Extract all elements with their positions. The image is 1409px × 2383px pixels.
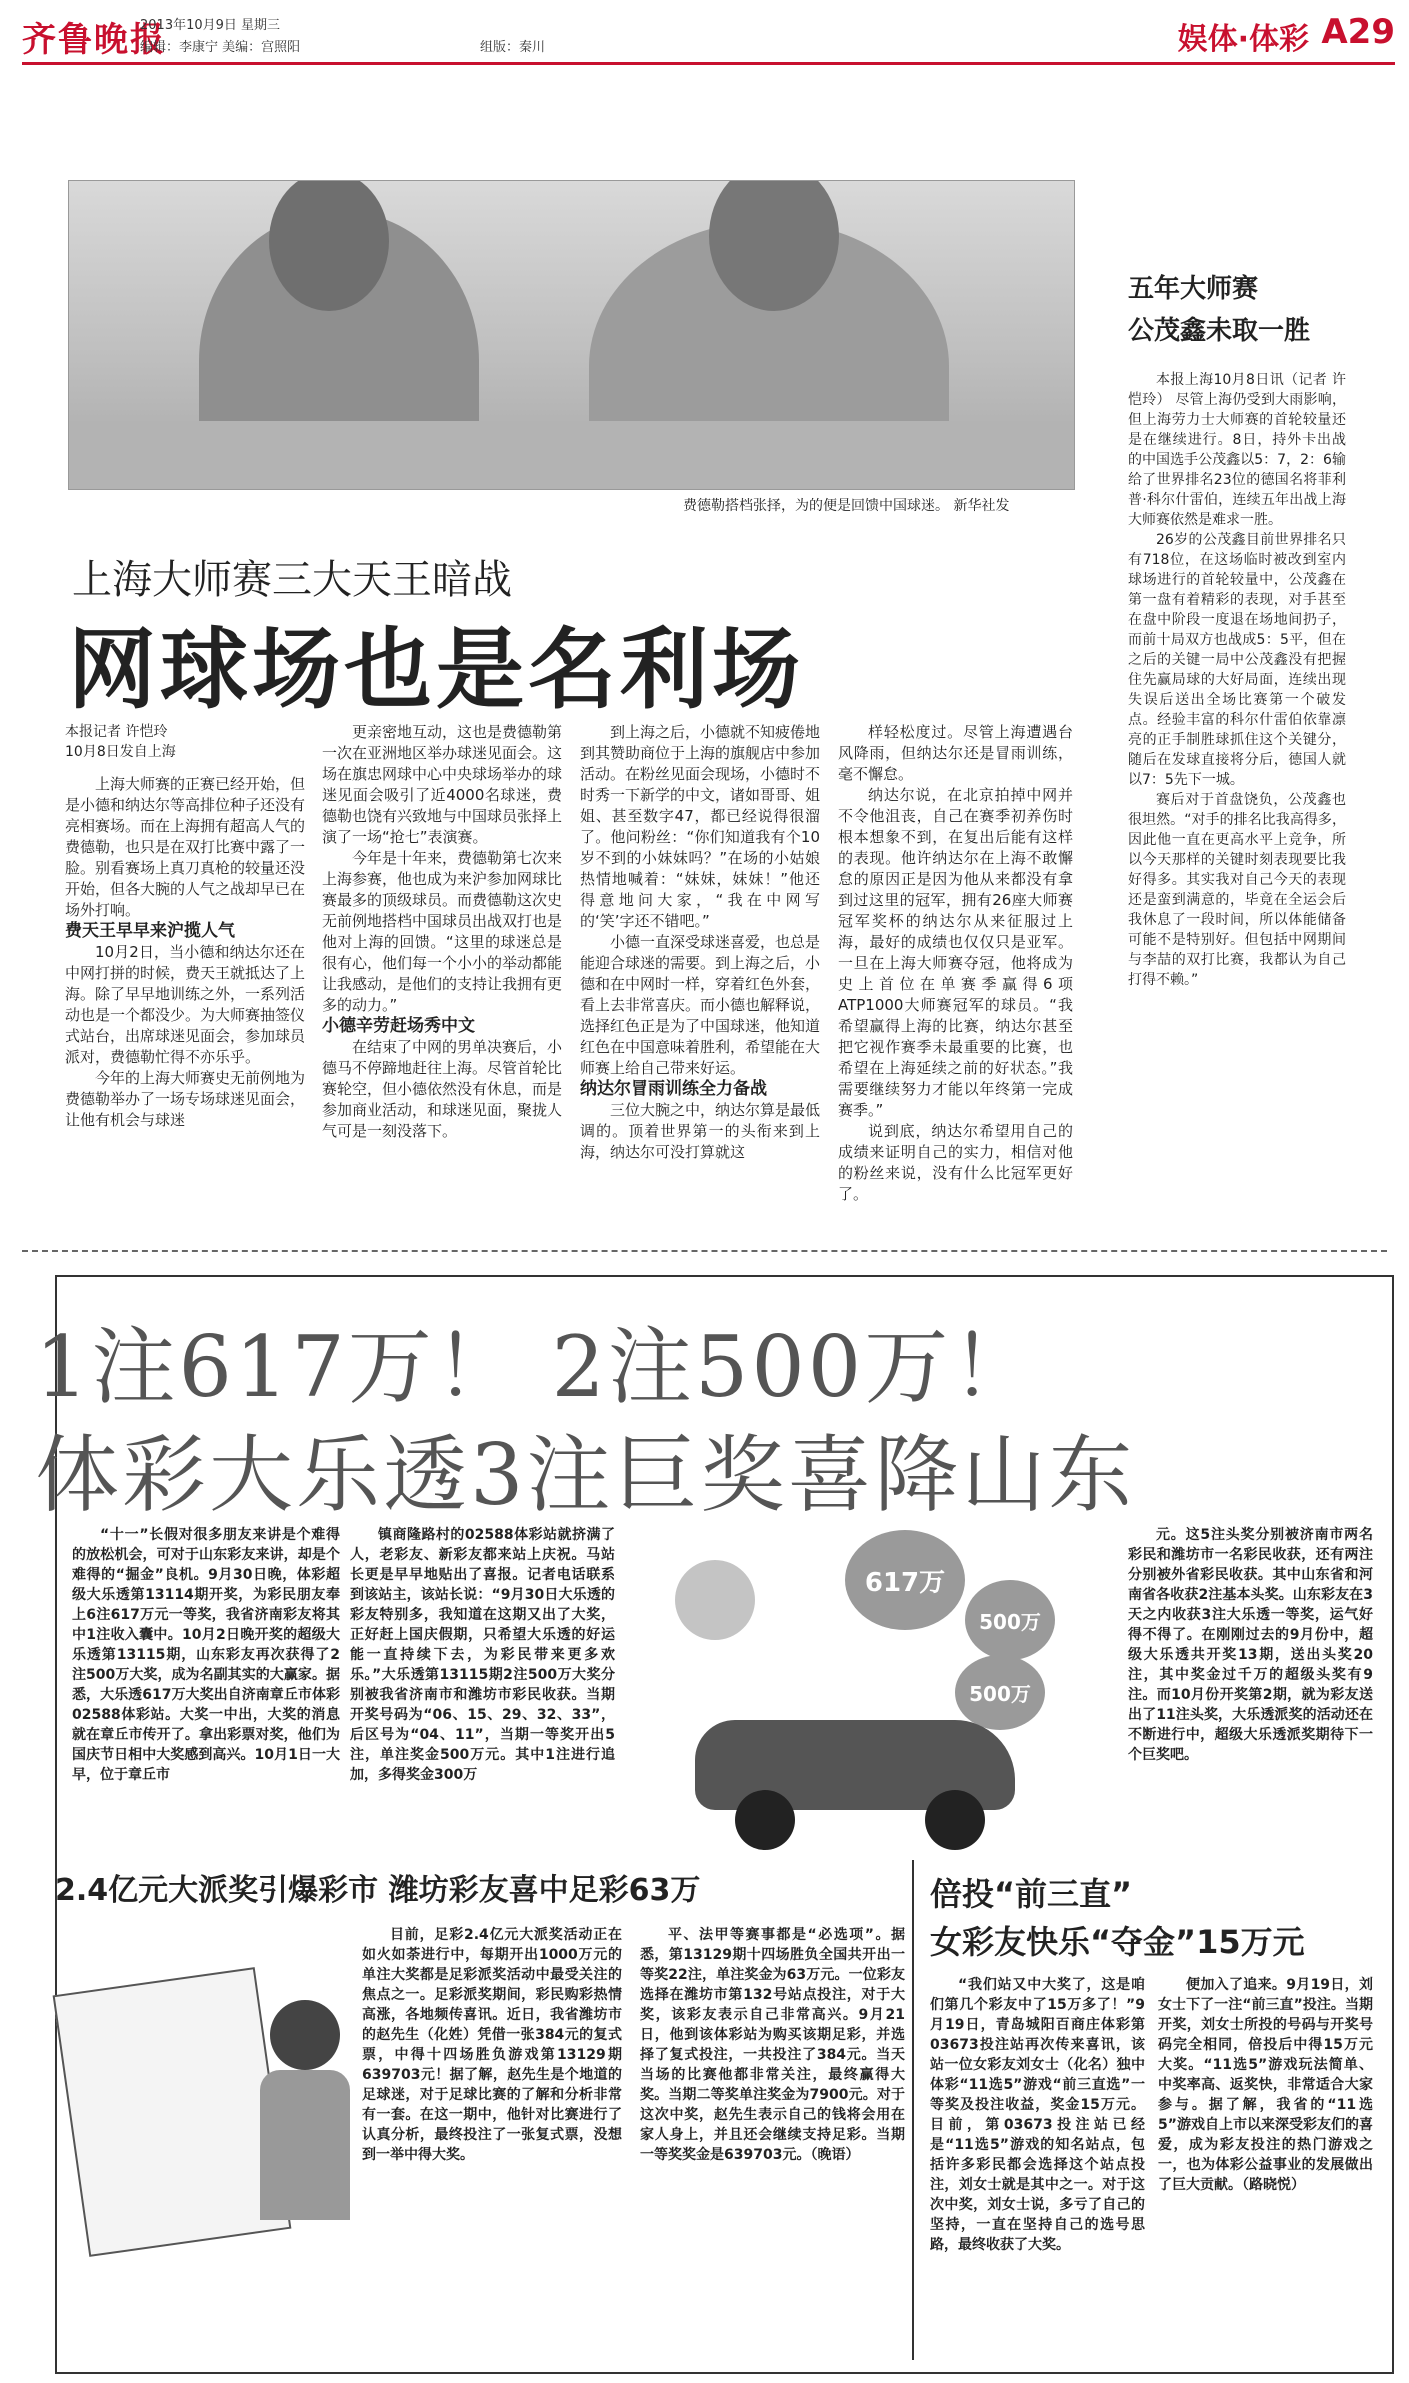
paragraph: 10月2日，当小德和纳达尔还在中网打拼的时候，费天王就抵达了上海。除了早早地训练之外，一系列活动也是一个都没少。为大师赛抽签仪式站台，出席球迷见面会，参加球员派对，费德勒忙得不亦乐乎。 (65, 943, 306, 1066)
car-wheel-icon (735, 1790, 795, 1850)
paragraph: 赛后对于首盘饶负，公茂鑫也很坦然。“对手的排名比我高得多，因此他一直在更高水平上竞争，所以今天那样的关键时刻表现要比我好得多。其实我对自己今天的表现还是蛮到满意的，毕竟在全运会后我休息了一段时间，所以体能储备可能不是特别好。但包括中网期间与李喆的双打比赛，我都认为自己打得不赖。” (1128, 792, 1346, 988)
subhead-nadal: 纳达尔冒雨训练全力备战 (580, 1079, 767, 1099)
lottery-headline-1: 1注617万！ 2注500万！ (35, 1318, 1039, 1416)
girl-body (260, 2070, 350, 2220)
article-col-2 (322, 722, 562, 1142)
bench (69, 421, 1074, 489)
article-col-3 (580, 722, 820, 1163)
header-rule (22, 62, 1395, 65)
byline-location: 10月8日发自上海 (65, 744, 176, 760)
subhead-federer: 费天王早早来沪揽人气 (65, 921, 235, 941)
11x5-col-1 (930, 1975, 1145, 2255)
paragraph: 更亲密地互动，这也是费德勒第一次在亚洲地区举办球迷见面会。这场在旗忠网球中心中央球场举办的球迷见面会吸引了近4000名球迷，费德勒也饶有兴致地与中国球员张择上演了一场“抢七”表演赛。 (322, 723, 563, 846)
lottery-headline-2: 体彩大乐透3注巨奖喜降山东 (35, 1426, 1136, 1524)
article-kicker: 上海大师赛三大天王暗战 (72, 557, 512, 603)
paragraph: “十一”长假对很多朋友来讲是个难得的放松机会，可对于山东彩友来讲，却是个难得的“掘金”良机。9月30日晚，体彩超级大乐透第13114期开奖，为彩民朋友奉上6注617万元一等奖，我省济南彩友将其中1注收入囊中。10月2日晚开奖的超级大乐透第13115期，山东彩友再次获得了2注500万大奖，成为名副其实的大赢家。据悉，大乐透617万大奖出自济南章丘市体彩02588体彩站。大奖一中出，大奖的消息就在章丘市传开了。拿出彩票对奖，他们为国庆节日相中大奖感到高兴。10月1日一大早，位于章丘市 (72, 1527, 340, 1783)
editors-line: 编辑：李康宁 美编：宫照阳 (140, 40, 301, 55)
paragraph: 便加入了追来。9月19日，刘女士下了一注“前三直”投注。当期开奖，刘女士所投的号码与开奖号码完全相同，倍投后中得15万元大奖。“11选5”游戏玩法简单、中奖率高、返奖快，非常适合大家参与。据了解，我省的“11选5”游戏自上市以来深受彩友们的喜爱，成为彩友投注的热门游戏之一，也为体彩公益事业的发展做出了巨大贡献。（路晓悦） (1158, 1977, 1373, 2193)
paragraph: 今年的上海大师赛史无前例地为费德勒举办了一场专场球迷见面会，让他有机会与球迷 (65, 1069, 306, 1129)
subhead-djokovic: 小德辛劳赶场秀中文 (322, 1016, 475, 1036)
page-number: A29 (1321, 12, 1395, 52)
paragraph: 目前，足彩2.4亿元大派奖活动正在如火如荼进行中，每期开出1000万元的单注大奖都是足彩派奖活动中最受关注的焦点之一。足彩派奖期间，彩民购彩热情高涨，各地频传喜讯。近日，我省潍坊市的赵先生（化姓）凭借一张384元的复式票，中得十四场胜负游戏第13129期639703元！据了解，赵先生是个地道的足球迷，对于足球比赛的了解和分析非常有一套。在这一期中，他针对比赛进行了认真分析，最终投注了一张复式票，没想到一举中得大奖。 (362, 1927, 622, 2163)
paragraph: 26岁的公茂鑫目前世界排名只有718位，在这场临时被改到室内球场进行的首轮较量中，公茂鑫在第一盘有着精彩的表现，对手甚至在盘中阶段一度退在场地间扔子，而前十局双方也战成5：5平，但在之后的关键一局中公茂鑫没有把握住先赢局球的大好局面，连续出现失误后送出全场比赛第一个破发点。经验丰富的科尔什雷伯依靠凛亮的正手制胜球抓住这个关键分，随后在发球直接将分后，德国人就以7：5先下一城。 (1128, 532, 1346, 788)
paragraph: 上海大师赛的正赛已经开始，但是小德和纳达尔等高排位种子还没有亮相赛场。而在上海拥有超高人气的费德勒，也只是在双打比赛中露了一脸。别看赛场上真刀真枪的较量还没开始，但各大腕的人气之战却早已在场外打响。 (65, 775, 306, 919)
section-separator (22, 1250, 1387, 1252)
paragraph: 小德一直深受球迷喜爱，也总是能迎合球迷的需要。到上海之后，小德和在中网时一样，穿着红色外套，看上去非常喜庆。而小德也解释说，选择红色正是为了中国球迷，他知道红色在中国意味着胜利，希望能在大师赛上给自己带来好运。 (580, 933, 821, 1077)
paragraph: 镇商隆路村的02588体彩站就挤满了人，老彩友、新彩友都来站上庆祝。马站长更是早早地贴出了喜报。记者电话联系到该站主，该站长说：“9月30日大乐透的彩友特别多，我知道在这期又出了大奖，正好赶上国庆假期，只希望大乐透的好运能一直持续下去，为彩民带来更多欢乐。”大乐透第13115期2注500万大奖分别被我省济南市和潍坊市彩民收获。当期开奖号码为“06、15、29、32、33”，后区号为“04、11”，当期一等奖开出5注，单注奖金500万元。其中1注进行追加，多得奖金300万 (350, 1527, 615, 1783)
football-col-1 (362, 1925, 622, 2165)
11x5-title-line-1: 倍投“前三直” (930, 1875, 1133, 1913)
balloon-617: 617万 (845, 1530, 965, 1630)
paragraph: 平、法甲等赛事都是“必选项”。据悉，第13129期十四场胜负全国共开出一等奖22注，单注奖金为63万元。一位彩友选择在潍坊市第132号站点投注，对于大奖，该彩友表示自己非常高兴。9月21日，他到该体彩站为购买该期足彩，并选择了复式投注，一共投注了384元。当天当场的比赛他都非常关注，最终赢得大奖。当期二等奖单注奖金为7900元。对于这次中奖，赵先生表示自己的钱将会用在家人身上，并且还会继续支持足彩。当期一等奖奖金是639703元。（晚语） (640, 1927, 905, 2163)
newspaper-logo: 齐鲁晚报 (22, 20, 166, 60)
girl-head (270, 2000, 340, 2070)
car-balloon-illustration (635, 1520, 1115, 1850)
section-title: 娱体·体彩 (1177, 22, 1309, 57)
paragraph: 在结束了中网的男单决赛后，小德马不停蹄地赶往上海。尽管首轮比赛轮空，但小德依然没有休息，而是参加商业活动，和球迷见面，聚拢人气可是一刻没落下。 (322, 1038, 563, 1140)
lottery-ticket-image (53, 1967, 292, 2257)
football-col-2 (640, 1925, 905, 2165)
11x5-title (930, 1870, 1305, 1966)
paragraph: 样轻松度过。尽管上海遭遇台风降雨，但纳达尔还是冒雨训练，毫不懈怠。 (838, 723, 1073, 783)
paragraph: 到上海之后，小德就不知疲倦地到其赞助商位于上海的旗舰店中参加活动。在粉丝见面会现场，小德时不时秀一下新学的中文，诸如哥哥、姐姐、甚至数字47，都已经说得很溜了。他问粉丝：“你们知道我有个10岁不到的小妹妹吗？”在场的小姑娘热情地喊着：“妹妹，妹妹！”他还得意地问大家，“我在中网写的‘笑’字还不错吧。” (580, 723, 821, 930)
football-lottery-title: 2.4亿元大派奖引爆彩市 潍坊彩友喜中足彩63万 (55, 1873, 701, 1908)
11x5-col-2 (1158, 1975, 1373, 2195)
photo-caption: 费德勒搭档张择，为的便是回馈中国球迷。 新华社发 (683, 498, 1010, 514)
date-line: 2013年10月9日 星期三 (140, 18, 281, 33)
balloon-500-a: 500万 (965, 1580, 1055, 1660)
lottery-col-1 (72, 1525, 340, 1785)
balloon-500-b: 500万 (955, 1655, 1045, 1730)
paragraph: 说到底，纳达尔希望用自己的成绩来证明自己的实力，相信对他的粉丝来说，没有什么比冠军更好了。 (838, 1122, 1073, 1203)
paragraph: “我们站又中大奖了，这是咱们第几个彩友中了15万多了！”9月19日，青岛城阳百商庄体彩第03673投注站再次传来喜讯，该站一位女彩友刘女士（化名）独中体彩“11选5”游戏“前三直选”一等奖及投注收益，奖金15万元。目前，第03673投注站已经是“11选5”游戏的知名站点，包括许多彩民都会选择这个站点投注，刘女士就是其中之一。对于这次中奖，刘女士说，多亏了自己的坚持，一直在坚持自己的选号思路，最终收获了大奖。 (930, 1977, 1145, 2253)
article-col-1 (65, 722, 305, 1131)
sidebar-title-line-2: 公茂鑫未取一胜 (1128, 316, 1311, 346)
sidebar-title-line-1: 五年大师赛 (1128, 274, 1259, 304)
paragraph: 今年是十年来，费德勒第七次来上海参赛，他也成为来沪参加网球比赛最多的顶级球员。而费德勒这次史无前例地搭档中国球员出战双打也是他对上海的回馈。“这里的球迷总是很有心，他们每一个小小的举动都能让我感动，是他们的支持让我拥有更多的动力。” (322, 849, 563, 1014)
car-wheel-icon (925, 1790, 985, 1850)
paragraph: 本报上海10月8日讯（记者 许恺玲） 尽管上海仍受到大雨影响，但上海劳力士大师赛的首轮较量还是在继续进行。8日，持外卡出战的中国选手公茂鑫以5：7，2：6输给了世界排名23位的德国名将菲利普·科尔什雷伯，连续五年出战上海大师赛依然是难求一胜。 (1128, 372, 1346, 528)
lottery-logo-icon (675, 1560, 755, 1640)
article-headline: 网球场也是名利场 (68, 618, 805, 721)
layout-line: 组版：秦川 (480, 40, 546, 55)
column-divider (912, 1860, 914, 2360)
sidebar-body (1128, 370, 1346, 990)
lottery-col-2 (350, 1525, 615, 1785)
girl-sketch-illustration (60, 1940, 380, 2340)
lottery-col-3 (1128, 1525, 1373, 1765)
paragraph: 纳达尔说，在北京拍掉中网并不令他沮丧，自己在赛季初养伤时根本想象不到，在复出后能有这样的表现。他许纳达尔在上海不敢懈怠的原因正是因为他从来都没有拿到过这里的冠军，拥有26座大师赛冠军奖杯的纳达尔从来征服过上海，最好的成绩也仅仅只是亚军。一旦在上海大师赛夺冠，他将成为史上首位在单赛季赢得6项ATP1000大师赛冠军的球员。“我希望赢得上海的比赛，纳达尔甚至把它视作赛季未最重要的比赛，也希望在上海延续之前的好状态。”我需要继续努力才能以年终第一完成赛季。” (838, 786, 1073, 1119)
paragraph: 元。这5注头奖分别被济南市两名彩民和潍坊市一名彩民收获，还有两注分别被外省彩民收获。其中山东省和河南省各收获2注基本头奖。山东彩友在3天之内收获3注大乐透一等奖，运气好得不得了。在刚刚过去的9月份中，超级大乐透共开奖13期，送出头奖20注，其中奖金过千万的超级头奖有9注。而10月份开奖第2期，就为彩友送出了11注头奖，大乐透派奖的活动还在不断进行中，超级大乐透派奖期待下一个巨奖吧。 (1128, 1527, 1373, 1763)
sidebar-title (1128, 268, 1310, 352)
article-col-4 (838, 722, 1073, 1205)
11x5-title-line-2: 女彩友快乐“夺金”15万元 (930, 1923, 1305, 1961)
byline-reporter: 本报记者 许恺玲 (65, 724, 168, 740)
paragraph: 三位大腕之中，纳达尔算是最低调的。顶着世界第一的头衔来到上海，纳达尔可没打算就这 (580, 1101, 821, 1161)
tennis-photo (68, 180, 1075, 490)
